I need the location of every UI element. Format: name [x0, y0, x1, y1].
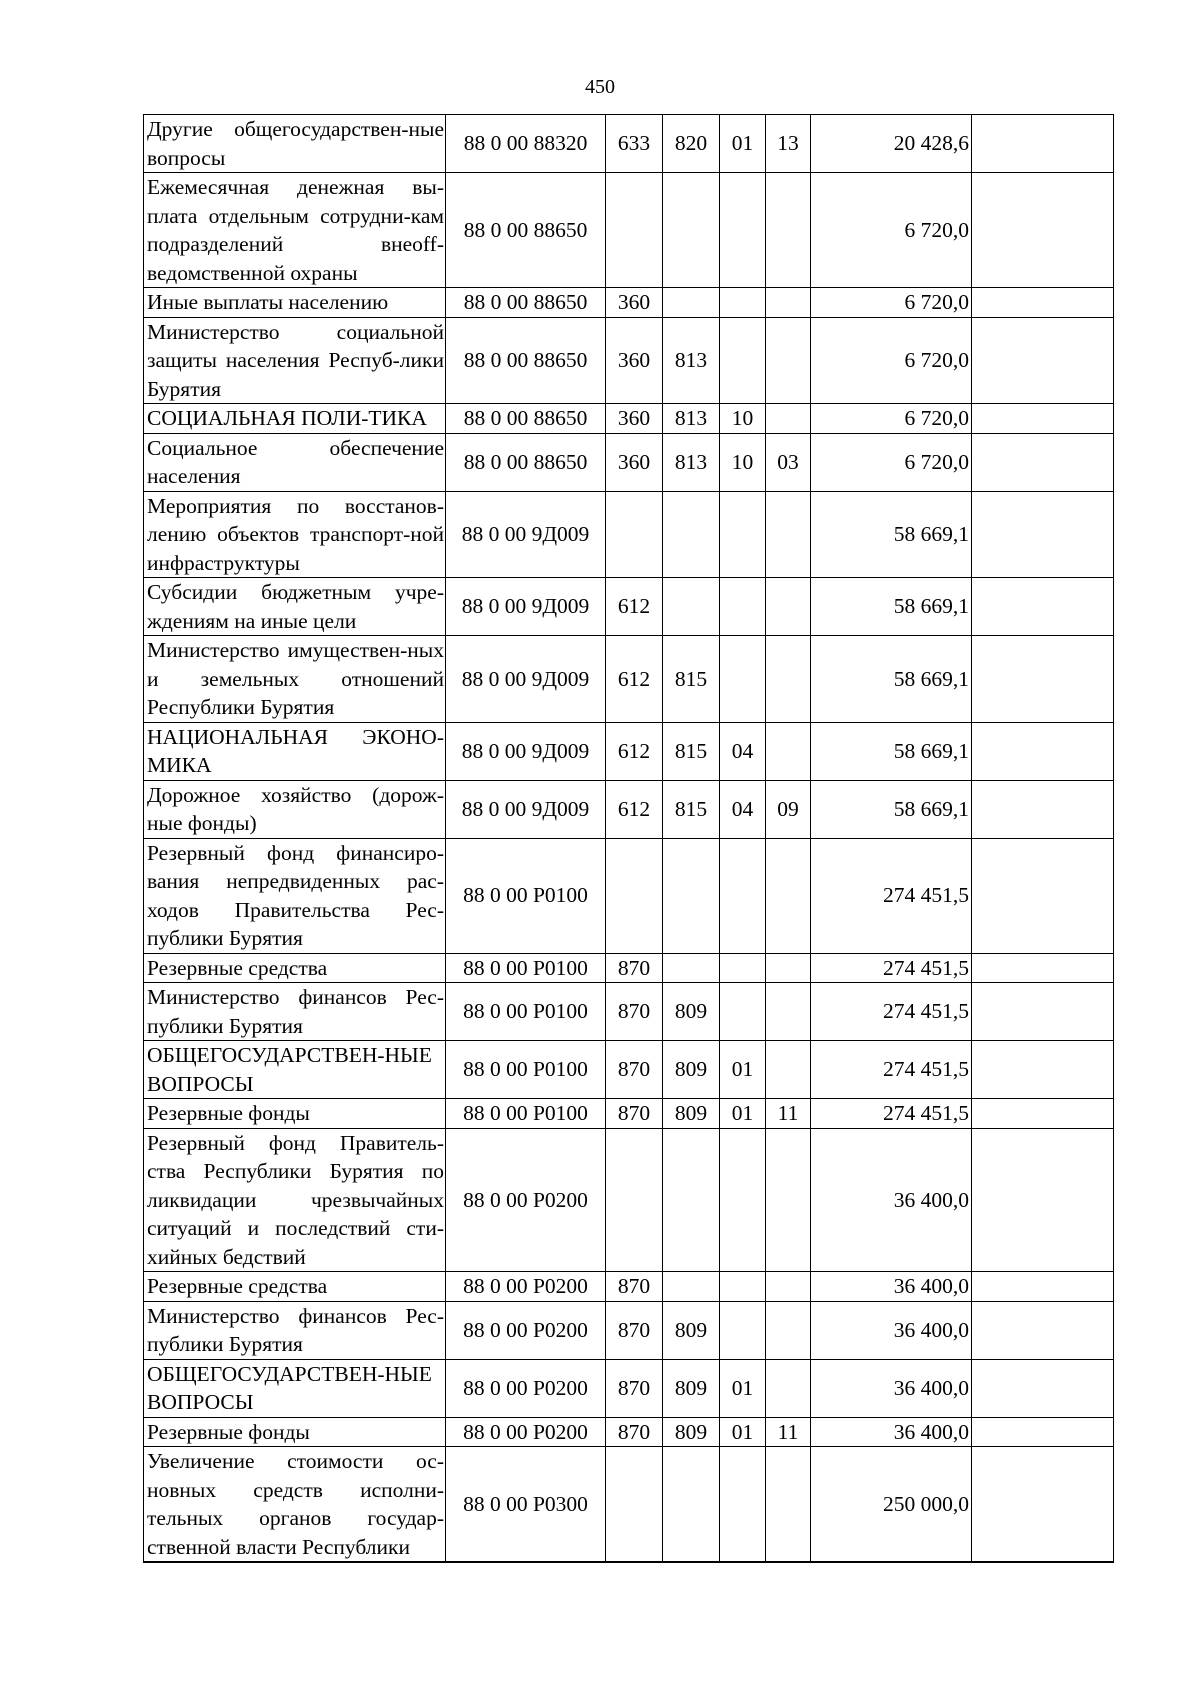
row-target-article-cell: 88 0 00 88650 [446, 404, 606, 434]
row-amount-cell: 36 400,0 [811, 1272, 972, 1302]
row-extra-cell [972, 953, 1114, 983]
row-target-article-cell: 88 0 00 88650 [446, 317, 606, 404]
row-section-cell [720, 983, 766, 1041]
row-section-cell: 10 [720, 404, 766, 434]
row-target-article-cell: 88 0 00 9Д009 [446, 722, 606, 780]
table-row [144, 1301, 1114, 1359]
row-expense-type-cell: 612 [606, 722, 663, 780]
row-name-cell: Резервные средства [144, 953, 446, 983]
row-subsection-cell [766, 173, 811, 288]
table-row [144, 983, 1114, 1041]
row-target-article-cell: 88 0 00 88650 [446, 288, 606, 318]
row-amount-cell: 36 400,0 [811, 1417, 972, 1447]
row-amount-cell: 58 669,1 [811, 636, 972, 723]
row-expense-type-cell [606, 1128, 663, 1272]
row-section-cell [720, 1301, 766, 1359]
row-administrator-cell: 809 [663, 1301, 720, 1359]
row-target-article-cell: 88 0 00 88650 [446, 433, 606, 491]
row-expense-type-cell: 870 [606, 1099, 663, 1129]
row-target-article-cell: 88 0 00 9Д009 [446, 491, 606, 578]
row-amount-cell: 6 720,0 [811, 404, 972, 434]
row-subsection-cell [766, 1128, 811, 1272]
row-subsection-cell [766, 636, 811, 723]
row-expense-type-cell: 870 [606, 1301, 663, 1359]
row-extra-cell [972, 780, 1114, 838]
row-subsection-cell [766, 288, 811, 318]
row-administrator-cell: 809 [663, 1099, 720, 1129]
row-subsection-cell [766, 1359, 811, 1417]
row-name-cell: Резервные фонды [144, 1417, 446, 1447]
row-section-cell [720, 288, 766, 318]
table-row [144, 317, 1114, 404]
row-extra-cell [972, 983, 1114, 1041]
row-amount-cell: 36 400,0 [811, 1359, 972, 1417]
row-amount-cell: 20 428,6 [811, 115, 972, 173]
row-target-article-cell: 88 0 00 Р0200 [446, 1128, 606, 1272]
row-subsection-cell [766, 1041, 811, 1099]
row-name-cell: Увеличение стоимости ос-новных средств исполни-тельных органов государ-ственной власти Республики [144, 1447, 446, 1563]
row-extra-cell [972, 288, 1114, 318]
row-target-article-cell: 88 0 00 Р0100 [446, 953, 606, 983]
row-subsection-cell [766, 1447, 811, 1563]
row-expense-type-cell: 870 [606, 953, 663, 983]
row-extra-cell [972, 1301, 1114, 1359]
row-amount-cell: 6 720,0 [811, 317, 972, 404]
row-administrator-cell: 813 [663, 433, 720, 491]
row-target-article-cell: 88 0 00 9Д009 [446, 578, 606, 636]
table-row [144, 780, 1114, 838]
row-subsection-cell: 09 [766, 780, 811, 838]
row-administrator-cell [663, 491, 720, 578]
row-extra-cell [972, 115, 1114, 173]
row-expense-type-cell: 870 [606, 1359, 663, 1417]
row-amount-cell: 274 451,5 [811, 1041, 972, 1099]
row-amount-cell: 58 669,1 [811, 491, 972, 578]
row-section-cell [720, 173, 766, 288]
table-row [144, 1359, 1114, 1417]
row-section-cell: 04 [720, 722, 766, 780]
row-expense-type-cell: 870 [606, 1272, 663, 1302]
row-administrator-cell [663, 173, 720, 288]
row-administrator-cell [663, 838, 720, 953]
row-section-cell: 01 [720, 1041, 766, 1099]
row-target-article-cell: 88 0 00 Р0100 [446, 838, 606, 953]
table-row [144, 953, 1114, 983]
table-row [144, 115, 1114, 173]
row-name-cell: ОБЩЕГОСУДАРСТВЕН-НЫЕ ВОПРОСЫ [144, 1041, 446, 1099]
table-row [144, 1041, 1114, 1099]
row-target-article-cell: 88 0 00 88320 [446, 115, 606, 173]
row-section-cell [720, 1272, 766, 1302]
row-name-cell: СОЦИАЛЬНАЯ ПОЛИ-ТИКА [144, 404, 446, 434]
row-amount-cell: 274 451,5 [811, 983, 972, 1041]
row-name-cell: Министерство финансов Рес-публики Бурятия [144, 1301, 446, 1359]
row-expense-type-cell: 633 [606, 115, 663, 173]
row-subsection-cell: 13 [766, 115, 811, 173]
row-target-article-cell: 88 0 00 Р0200 [446, 1272, 606, 1302]
row-extra-cell [972, 1041, 1114, 1099]
row-target-article-cell: 88 0 00 Р0100 [446, 1099, 606, 1129]
row-subsection-cell [766, 317, 811, 404]
row-name-cell: Министерство финансов Рес-публики Бурятия [144, 983, 446, 1041]
row-expense-type-cell: 360 [606, 317, 663, 404]
row-extra-cell [972, 1272, 1114, 1302]
row-name-cell: Другие общегосударствен-ные вопросы [144, 115, 446, 173]
row-administrator-cell: 809 [663, 1041, 720, 1099]
row-section-cell [720, 1447, 766, 1563]
row-name-cell: Иные выплаты населению [144, 288, 446, 318]
row-target-article-cell: 88 0 00 Р0100 [446, 1041, 606, 1099]
table-row [144, 1272, 1114, 1302]
row-administrator-cell [663, 578, 720, 636]
table-row [144, 1128, 1114, 1272]
row-expense-type-cell: 612 [606, 636, 663, 723]
row-administrator-cell [663, 1128, 720, 1272]
row-target-article-cell: 88 0 00 Р0100 [446, 983, 606, 1041]
row-expense-type-cell [606, 838, 663, 953]
table-row [144, 404, 1114, 434]
row-extra-cell [972, 1359, 1114, 1417]
row-expense-type-cell [606, 1447, 663, 1563]
row-name-cell: Министерство имуществен-ных и земельных отношений Республики Бурятия [144, 636, 446, 723]
row-extra-cell [972, 1417, 1114, 1447]
row-amount-cell: 58 669,1 [811, 722, 972, 780]
row-extra-cell [972, 578, 1114, 636]
row-subsection-cell [766, 404, 811, 434]
budget-table-body [144, 115, 1114, 1563]
row-administrator-cell [663, 288, 720, 318]
row-subsection-cell [766, 722, 811, 780]
row-amount-cell: 58 669,1 [811, 578, 972, 636]
table-row [144, 173, 1114, 288]
table-row [144, 578, 1114, 636]
row-name-cell: ОБЩЕГОСУДАРСТВЕН-НЫЕ ВОПРОСЫ [144, 1359, 446, 1417]
row-name-cell: Министерство социальной защиты населения Респуб-лики Бурятия [144, 317, 446, 404]
row-target-article-cell: 88 0 00 9Д009 [446, 636, 606, 723]
row-amount-cell: 6 720,0 [811, 433, 972, 491]
row-target-article-cell: 88 0 00 9Д009 [446, 780, 606, 838]
row-administrator-cell: 820 [663, 115, 720, 173]
row-amount-cell: 274 451,5 [811, 838, 972, 953]
row-administrator-cell: 815 [663, 780, 720, 838]
row-extra-cell [972, 404, 1114, 434]
row-name-cell: Ежемесячная денежная вы-плата отдельным сотрудни-кам подразделений внеoff-ведомственной охраны [144, 173, 446, 288]
table-row [144, 288, 1114, 318]
row-expense-type-cell: 360 [606, 288, 663, 318]
row-administrator-cell [663, 953, 720, 983]
table-row [144, 636, 1114, 723]
row-extra-cell [972, 1128, 1114, 1272]
row-name-cell: Социальное обеспечение населения [144, 433, 446, 491]
row-section-cell: 01 [720, 1359, 766, 1417]
row-target-article-cell: 88 0 00 Р0200 [446, 1417, 606, 1447]
table-row [144, 1099, 1114, 1129]
row-amount-cell: 6 720,0 [811, 173, 972, 288]
row-section-cell [720, 953, 766, 983]
row-administrator-cell: 809 [663, 983, 720, 1041]
row-amount-cell: 274 451,5 [811, 953, 972, 983]
row-expense-type-cell [606, 491, 663, 578]
table-row [144, 1417, 1114, 1447]
row-amount-cell: 36 400,0 [811, 1128, 972, 1272]
row-expense-type-cell: 360 [606, 433, 663, 491]
row-subsection-cell [766, 578, 811, 636]
row-administrator-cell: 809 [663, 1359, 720, 1417]
row-target-article-cell: 88 0 00 Р0200 [446, 1301, 606, 1359]
page-number: 450 [585, 76, 615, 98]
row-section-cell [720, 838, 766, 953]
row-name-cell: Резервные средства [144, 1272, 446, 1302]
row-extra-cell [972, 838, 1114, 953]
row-extra-cell [972, 317, 1114, 404]
row-subsection-cell [766, 953, 811, 983]
row-expense-type-cell: 360 [606, 404, 663, 434]
row-section-cell [720, 1128, 766, 1272]
row-administrator-cell [663, 1447, 720, 1563]
row-section-cell: 04 [720, 780, 766, 838]
row-extra-cell [972, 173, 1114, 288]
row-extra-cell [972, 636, 1114, 723]
row-amount-cell: 6 720,0 [811, 288, 972, 318]
row-section-cell [720, 491, 766, 578]
row-subsection-cell [766, 1272, 811, 1302]
row-administrator-cell: 815 [663, 636, 720, 723]
row-subsection-cell [766, 1301, 811, 1359]
row-section-cell: 01 [720, 1099, 766, 1129]
row-amount-cell: 274 451,5 [811, 1099, 972, 1129]
row-amount-cell: 36 400,0 [811, 1301, 972, 1359]
row-target-article-cell: 88 0 00 88650 [446, 173, 606, 288]
row-administrator-cell: 813 [663, 317, 720, 404]
row-administrator-cell: 815 [663, 722, 720, 780]
row-expense-type-cell: 612 [606, 578, 663, 636]
row-target-article-cell: 88 0 00 Р0300 [446, 1447, 606, 1563]
row-subsection-cell: 11 [766, 1417, 811, 1447]
row-section-cell [720, 317, 766, 404]
table-row [144, 433, 1114, 491]
table-row [144, 838, 1114, 953]
row-extra-cell [972, 1447, 1114, 1563]
row-expense-type-cell: 612 [606, 780, 663, 838]
row-name-cell: Субсидии бюджетным учре-ждениям на иные цели [144, 578, 446, 636]
row-expense-type-cell: 870 [606, 1417, 663, 1447]
row-section-cell: 10 [720, 433, 766, 491]
row-subsection-cell [766, 983, 811, 1041]
row-section-cell: 01 [720, 115, 766, 173]
row-extra-cell [972, 433, 1114, 491]
row-subsection-cell [766, 838, 811, 953]
row-expense-type-cell: 870 [606, 983, 663, 1041]
row-name-cell: Дорожное хозяйство (дорож-ные фонды) [144, 780, 446, 838]
row-extra-cell [972, 1099, 1114, 1129]
row-expense-type-cell: 870 [606, 1041, 663, 1099]
row-target-article-cell: 88 0 00 Р0200 [446, 1359, 606, 1417]
budget-table [143, 114, 1114, 1563]
table-row [144, 1447, 1114, 1563]
row-extra-cell [972, 722, 1114, 780]
row-administrator-cell: 809 [663, 1417, 720, 1447]
row-amount-cell: 58 669,1 [811, 780, 972, 838]
row-administrator-cell [663, 1272, 720, 1302]
row-section-cell: 01 [720, 1417, 766, 1447]
row-expense-type-cell [606, 173, 663, 288]
row-name-cell: НАЦИОНАЛЬНАЯ ЭКОНО-МИКА [144, 722, 446, 780]
row-section-cell [720, 578, 766, 636]
row-extra-cell [972, 491, 1114, 578]
table-row [144, 722, 1114, 780]
row-name-cell: Мероприятия по восстанов-лению объектов транспорт-ной инфраструктуры [144, 491, 446, 578]
row-subsection-cell [766, 491, 811, 578]
row-section-cell [720, 636, 766, 723]
row-subsection-cell: 03 [766, 433, 811, 491]
row-amount-cell: 250 000,0 [811, 1447, 972, 1563]
row-name-cell: Резервный фонд Правитель-ства Республики Бурятия по ликвидации чрезвычайных ситуаций и последствий сти-хийных бедствий [144, 1128, 446, 1272]
table-row [144, 491, 1114, 578]
row-administrator-cell: 813 [663, 404, 720, 434]
row-name-cell: Резервный фонд финансиро-вания непредвиденных рас-ходов Правительства Рес-публики Бурятия [144, 838, 446, 953]
row-subsection-cell: 11 [766, 1099, 811, 1129]
row-name-cell: Резервные фонды [144, 1099, 446, 1129]
